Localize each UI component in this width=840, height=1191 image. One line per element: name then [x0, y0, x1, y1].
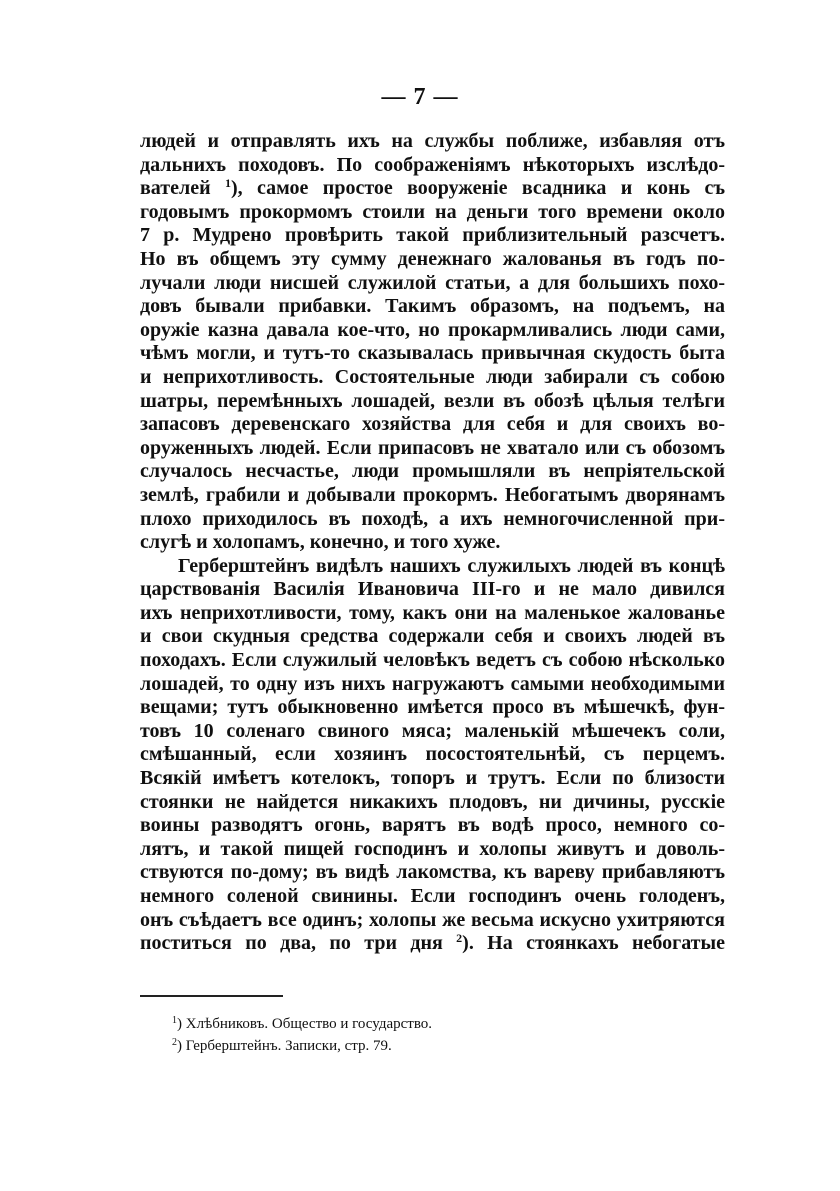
text-line: оружіе казна давала кое-что, но прокармливались люди сами,: [140, 318, 725, 341]
text-line: дальнихъ походовъ. По соображеніямъ нѣкоторыхъ изслѣдо-: [140, 153, 725, 176]
text-segment: вателей: [140, 177, 225, 200]
text-line: царствованія Василія Ивановича III-го и не мало дивился: [140, 578, 725, 601]
text-line: [140, 932, 725, 956]
text-line: Всякій имѣетъ котелокъ, топоръ и трутъ. Если по близости: [140, 767, 725, 790]
text-line: годовымъ прокормомъ стоили на деньги того времени около: [140, 200, 725, 223]
footnote: [172, 1035, 692, 1057]
text-line: походахъ. Если служилый человѣкъ ведетъ съ собою нѣсколько: [140, 649, 725, 672]
text-line: смѣшанный, если хозяинъ посостоятельнѣй, съ перцемъ.: [140, 743, 725, 766]
text-line: немного соленой свинины. Если господинъ очень голоденъ,: [140, 885, 725, 907]
footnote-text: ) Хлѣбниковъ. Общество и государство.: [177, 1016, 433, 1032]
text-line: товъ 10 соленаго свиного мяса; маленькій мѣшечекъ соли,: [140, 719, 725, 742]
text-segment: ), самое простое вооруженіе всадника и конь съ: [231, 177, 725, 200]
text-line: ихъ неприхотливости, тому, какъ они на маленькое жалованье: [140, 601, 725, 624]
text-line: ствуются по-дому; въ видѣ лакомства, къ вареву прибавляютъ: [140, 861, 725, 884]
text-line: довъ бывали прибавки. Такимъ образомъ, на подъемъ, на: [140, 295, 725, 318]
footnotes: [172, 1013, 692, 1057]
text-line: случалось несчастье, люди промышляли въ непріятельской: [140, 460, 725, 483]
footnote-divider: [140, 995, 283, 997]
text-line: вещами; тутъ обыкновенно имѣется просо въ мѣшечкѣ, фун-: [140, 696, 725, 719]
text-line: плохо приходилось въ походѣ, а ихъ немногочисленной при-: [140, 507, 725, 530]
text-line: чѣмъ могли, и тутъ-то сказывалась привычная скудость быта: [140, 342, 725, 365]
footnote-reference: 2: [456, 932, 463, 946]
text-line: лятъ, и такой пищей господинъ и холопы живутъ и доволь-: [140, 837, 725, 860]
text-line: и неприхотливость. Состоятельные люди забирали съ собою: [140, 365, 725, 388]
text-segment: ). На стоянкахъ небогатые: [462, 932, 725, 955]
text-line: 7 р. Мудрено провѣрить такой приблизительный разсчетъ.: [140, 224, 725, 247]
footnote: [172, 1013, 692, 1035]
footnote-mark: 1: [172, 1015, 177, 1026]
text-line: Но въ общемъ эту сумму денежнаго жалованья въ годъ по-: [140, 247, 725, 270]
text-line: землѣ, грабили и добывали прокормъ. Небогатымъ дворянамъ: [140, 483, 725, 506]
text-line: оруженныхъ людей. Если припасовъ не хватало или съ обозомъ: [140, 436, 725, 459]
footnote-reference: 1: [225, 177, 231, 191]
text-line: лошадей, то одну изъ нихъ нагружаютъ самыми необходимыми: [140, 672, 725, 695]
body-text: [140, 130, 725, 956]
text-line: и свои скудныя средства содержали себя и своихъ людей въ: [140, 625, 725, 648]
text-segment: поститься по два, по три дня: [140, 932, 457, 955]
text-line: лучали люди нисшей служилой статьи, а для большихъ похо-: [140, 271, 725, 294]
footnote-mark: 2: [172, 1037, 177, 1048]
text-line: стоянки не найдется никакихъ плодовъ, ни дичины, русскіе: [140, 790, 725, 813]
text-line: слугѣ и холопамъ, конечно, и того хуже.: [140, 531, 501, 554]
text-line: онъ съѣдаетъ все одинъ; холопы же весьма искусно ухитряются: [140, 908, 725, 931]
page-number: — 7 —: [381, 84, 459, 110]
text-line: запасовъ деревенскаго хозяйства для себя и для своихъ во-: [140, 413, 725, 436]
footnote-text: ) Герберштейнъ. Записки, стр. 79.: [177, 1038, 392, 1054]
text-line: воины разводятъ огонь, варятъ въ водѣ просо, немного со-: [140, 814, 725, 837]
text-line: шатры, перемѣнныхъ лошадей, везли въ обозѣ цѣлыя телѣги: [140, 389, 725, 412]
text-line: людей и отправлять ихъ на службы поближе, избавляя отъ: [140, 130, 725, 152]
text-line: Герберштейнъ видѣлъ нашихъ служилыхъ людей въ концѣ: [178, 554, 725, 577]
text-line: [140, 177, 725, 201]
